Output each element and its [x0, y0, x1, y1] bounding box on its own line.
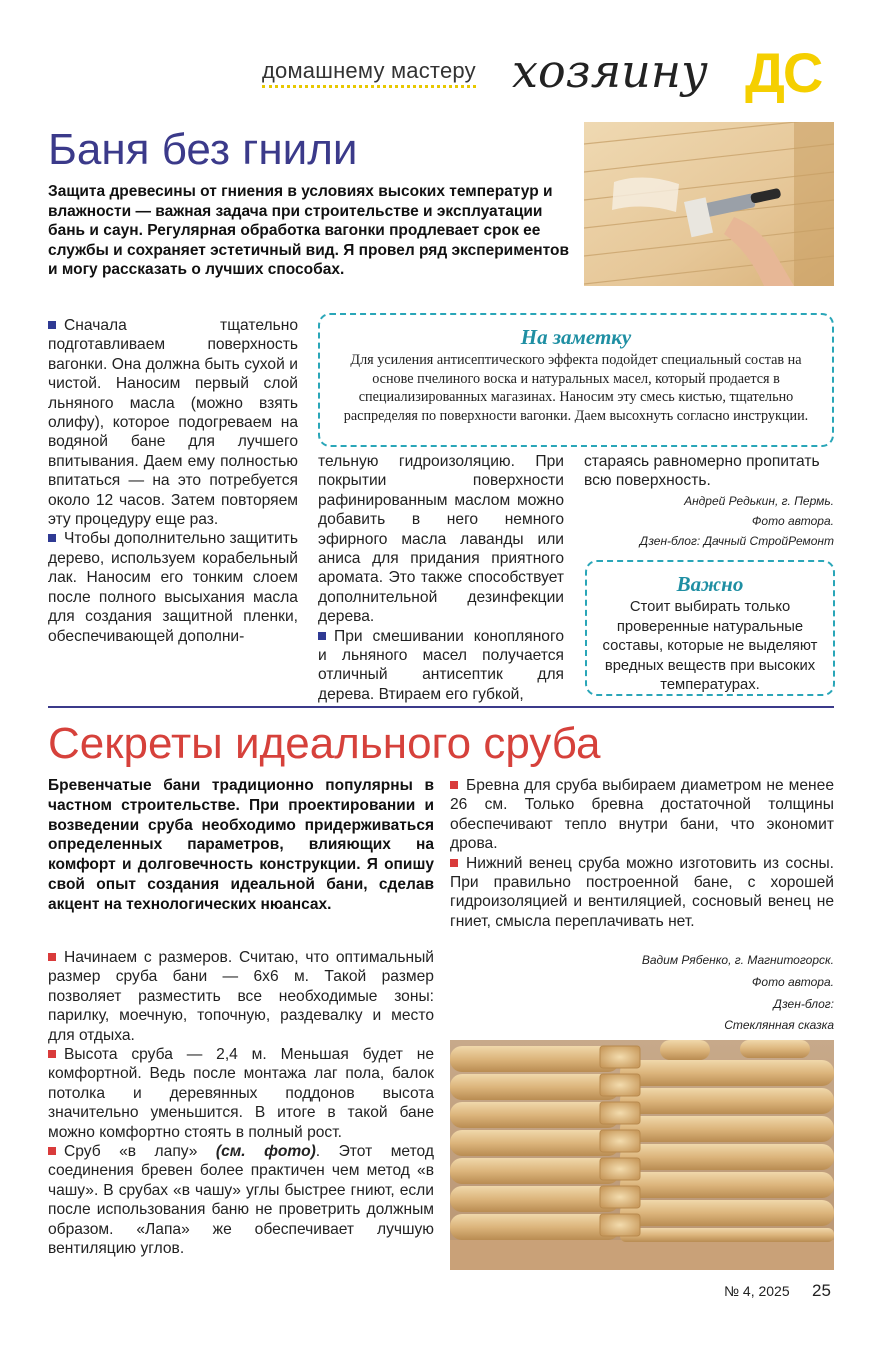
bullet-icon	[450, 781, 458, 789]
paragraph-rest: . Этот метод соединения бревен более практичен чем метод «в чашу». В срубах «в чашу» углы быстрее гниют, если после использования баню не проветрить должным образом. «Лапа» же обеспечивает лучшую вентиляцию углов.	[48, 1143, 434, 1258]
bullet-icon	[450, 859, 458, 867]
note-text: Для усиления антисептического эффекта подойдет специальный состав на основе пчелиного воска и натуральных масел, который продается в специализированных магазинах. Наносим эту смесь кистью, тщательно распределяя по поверхности вагонки. Даем высохнуть согласно инструкции.	[343, 352, 809, 424]
paragraph: Чтобы дополнительно защитить дерево, используем корабельный лак. Наносим его тонким слоем после полного высыхания масла для создания защитной пленки, обеспечивающей дополни-	[48, 530, 298, 645]
page-number: 25	[812, 1281, 831, 1300]
paragraph: Сначала тщательно подготавливаем поверхность вагонки. Она должна быть сухой и чистой. Наносим первый слой льняного масла (можно взять олифу), которое подогреваем на водяной бане для лучшего впитывания. Даем ему полностью впитаться — на это потребуется около 12 часов. Затем повторяем эту процедуру еще раз.	[48, 317, 298, 529]
important-text: Стоит выбирать только проверенные натуральные составы, которые не выделяют вредных веществ при высоких температурах.	[602, 599, 818, 694]
paragraph: тельную гидроизоляцию. При покрытии поверхности рафинированным маслом можно добавить в него немного эфирного масла лаванды или аниса для придания приятного аромата. Это также способствует дополнительной дезинфекции дерева.	[318, 453, 564, 626]
important-box	[585, 560, 835, 696]
paragraph: При смешивании конопляного и льняного масел получается отличный антисептик для дерева. Втираем его губкой,	[318, 627, 564, 703]
article2-lead: Бревенчатые бани традиционно популярны в частном строительстве. При проектировании и возведении сруба необходимо придерживаться определенных параметров, влияющих на комфорт и долговечность конструкции. Я опишу свой опыт создания идеальной бани, сделав акцент на технологических нюансах.	[48, 777, 434, 913]
byline-blog-name: Стеклянная сказка	[724, 1018, 834, 1033]
bullet-icon	[48, 534, 56, 542]
article1-title: Баня без гнили	[48, 125, 358, 174]
section-title: хозяину	[512, 44, 708, 98]
paragraph: Нижний венец сруба можно изготовить из сосны. При правильно построенной бане, с хорошей гидроизоляцией и вентиляцией, сосновый венец не гниет, смысла переплачивать нет.	[450, 854, 834, 930]
paragraph-start: Сруб «в лапу»	[64, 1143, 198, 1161]
section-divider	[48, 706, 834, 708]
bullet-icon	[48, 1147, 56, 1155]
important-title: Важно	[676, 572, 744, 596]
article1-column1	[48, 316, 298, 646]
bullet-icon	[318, 632, 326, 640]
bullet-icon	[48, 953, 56, 961]
article2-column2	[450, 776, 834, 931]
article2-byline	[600, 950, 834, 1037]
byline-author: Андрей Редькин, г. Пермь.	[684, 493, 834, 508]
byline-blog-label: Дзен-блог:	[773, 996, 834, 1011]
magazine-logo: ДС	[745, 41, 822, 104]
section-subtitle: домашнему мастеру	[262, 58, 476, 88]
paragraph: Начинаем с размеров. Считаю, что оптимальный размер сруба бани — 6х6 м. Такой размер позволяет разместить все необходимые зоны: парилку, моечную, топочную, раздевалку и место для отдыха.	[48, 949, 434, 1044]
byline-photo: Фото автора.	[751, 974, 834, 989]
paragraph: Высота сруба — 2,4 м. Меньшая будет не комфортной. Ведь после монтажа лаг пола, балок потолка и деревянных поддонов высота значительно уменьшится. В итоге в такой бане можно комфортно стоять в полный рост.	[48, 1046, 434, 1141]
note-title: На заметку	[520, 325, 632, 349]
article2-column1	[48, 948, 434, 1259]
byline-author: Вадим Рябенко, г. Магнитогорск.	[641, 953, 834, 967]
byline-blog: Дзен-блог: Дачный СтройРемонт	[639, 533, 834, 548]
byline-photo: Фото автора.	[751, 513, 834, 528]
bullet-icon	[48, 1050, 56, 1058]
paragraph: стараясь равномерно пропитать всю поверхность.	[584, 453, 820, 490]
photo-log-cabin-corner	[450, 1040, 834, 1270]
photo-brush-on-wood	[584, 122, 834, 286]
article1-lead: Защита древесины от гниения в условиях высоких температур и влажности — важная задача при строительстве и эксплуатации бань и саун. Регулярная обработка вагонки продлевает срок ее службы и сохраняет эстетичный вид. Я провел ряд экспериментов и могу рассказать о лучших способах.	[48, 183, 570, 279]
issue-number: № 4, 2025	[724, 1283, 790, 1299]
paragraph: Бревна для сруба выбираем диаметром не менее 26 см. Только бревна достаточной толщины обеспечивают тепло внутри бани, что экономит дрова.	[450, 777, 834, 853]
article1-column3	[584, 452, 834, 551]
photo-reference: (см. фото)	[215, 1143, 316, 1161]
article2-title: Секреты идеального сруба	[48, 719, 601, 768]
bullet-icon	[48, 321, 56, 329]
article1-column2	[318, 452, 564, 704]
note-box	[318, 313, 834, 447]
